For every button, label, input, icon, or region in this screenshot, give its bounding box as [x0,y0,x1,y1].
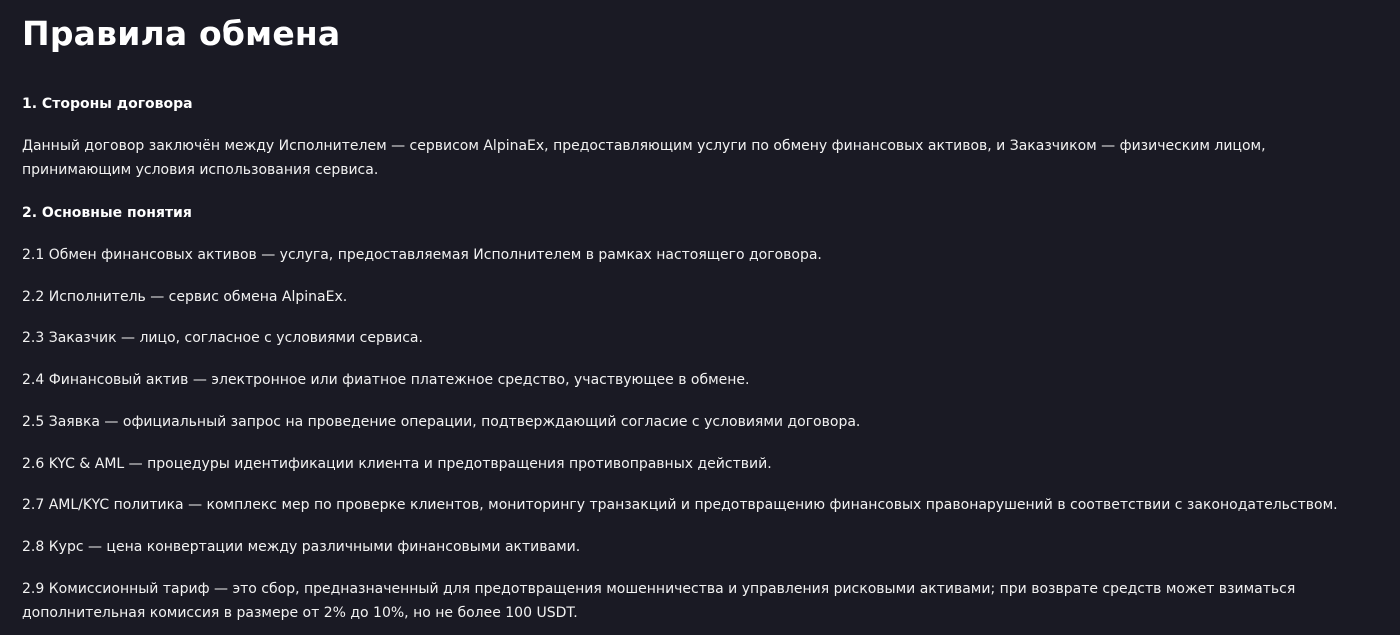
section-heading-definitions: 2. Основные понятия [22,205,192,221]
definition-2-3: 2.3 Заказчик — лицо, согласное с условиями сервиса. [22,330,423,346]
definition-2-9: 2.9 Комиссионный тариф — это сбор, предназначенный для предотвращения мошенничества и управления рисковыми активами; при возврате средств может взиматься дополнительная комиссия в размере от 2% до 10%, но не более 100 USDT. [22,581,1296,621]
definition-2-2: 2.2 Исполнитель — сервис обмена AlpinaEx. [22,289,348,305]
definition-2-5: 2.5 Заявка — официальный запрос на проведение операции, подтверждающий согласие с условиями договора. [22,414,861,430]
definition-2-4: 2.4 Финансовый актив — электронное или фиатное платежное средство, участвующее в обмене. [22,372,750,388]
definition-2-1: 2.1 Обмен финансовых активов — услуга, предоставляемая Исполнителем в рамках настоящего договора. [22,247,822,263]
paragraph-parties: Данный договор заключён между Исполнителем — сервисом AlpinaEx, предоставляющим услуги по обмену финансовых активов, и Заказчиком — физическим лицом, принимающим условия использования сервиса. [22,138,1266,178]
definition-2-7: 2.7 AML/KYC политика — комплекс мер по проверке клиентов, мониторингу транзакций и предотвращению финансовых правонарушений в соответствии с законодательством. [22,497,1338,513]
definition-2-6: 2.6 KYC & AML — процедуры идентификации клиента и предотвращения противоправных действий. [22,456,772,472]
section-heading-parties: 1. Стороны договора [22,96,193,112]
definition-2-8: 2.8 Курс — цена конвертации между различными финансовыми активами. [22,539,581,555]
page-title: Правила обмена [22,14,341,53]
